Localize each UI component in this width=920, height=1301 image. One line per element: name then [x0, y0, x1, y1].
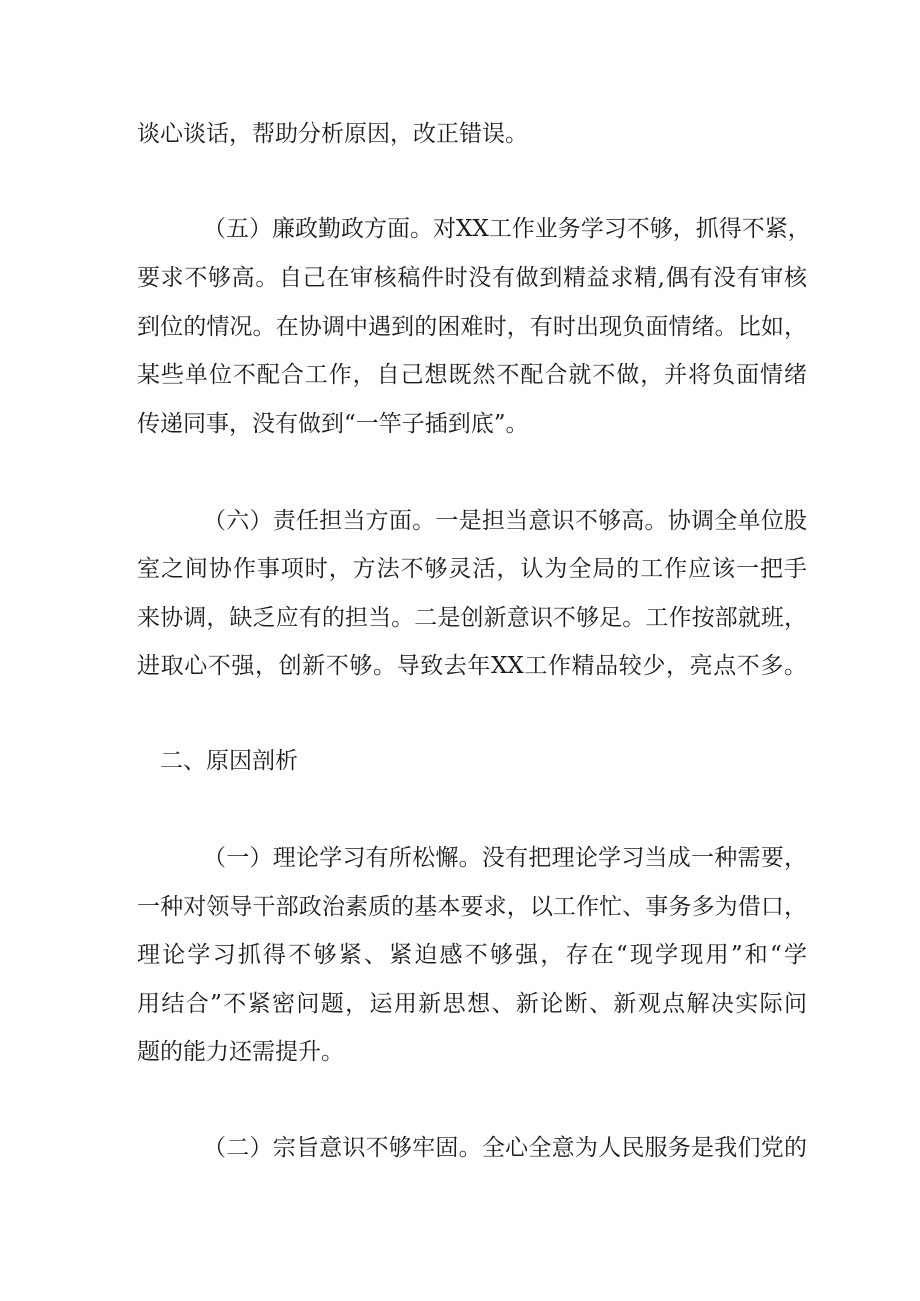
paragraph-line: 某些单位不配合工作，自己想既然不配合就不做，并将负面情绪 — [137, 362, 807, 388]
paragraph-line: 要求不够高。自己在审核稿件时没有做到精益求精,偶有没有审核 — [137, 265, 807, 291]
paragraph-line: 来协调，缺乏应有的担当。二是创新意识不够足。工作按部就班， — [137, 605, 807, 631]
paragraph-line: 一种对领导干部政治素质的基本要求，以工作忙、事务多为借口， — [137, 894, 807, 920]
paragraph-line: 谈心谈话，帮助分析原因，改正错误。 — [137, 121, 528, 147]
paragraph-line: 理论学习抓得不够紧、紧迫感不够强，存在“现学现用”和“学 — [137, 942, 807, 968]
paragraph-line: 室之间协作事项时，方法不够灵活，认为全局的工作应该一把手 — [137, 556, 807, 582]
paragraph-line: （一）理论学习有所松懈。没有把理论学习当成一种需要， — [203, 845, 807, 871]
paragraph-line: （六）责任担当方面。一是担当意识不够高。协调全单位股 — [203, 508, 807, 534]
paragraph-line: （二）宗旨意识不够牢固。全心全意为人民服务是我们党的 — [203, 1135, 807, 1161]
section-heading: 二、原因剖析 — [160, 748, 298, 774]
paragraph-line: 到位的情况。在协调中遇到的困难时，有时出现负面情绪。比如， — [137, 314, 807, 340]
paragraph-line: 进取心不强，创新不够。导致去年XX工作精品较少，亮点不多。 — [137, 653, 807, 679]
paragraph-line: （五）廉政勤政方面。对XX工作业务学习不够，抓得不紧， — [203, 216, 811, 242]
paragraph-line: 传递同事，没有做到“一竿子插到底”。 — [137, 411, 529, 437]
paragraph-line: 用结合”不紧密问题，运用新思想、新论断、新观点解决实际问 — [137, 991, 807, 1017]
paragraph-line: 题的能力还需提升。 — [137, 1039, 344, 1065]
